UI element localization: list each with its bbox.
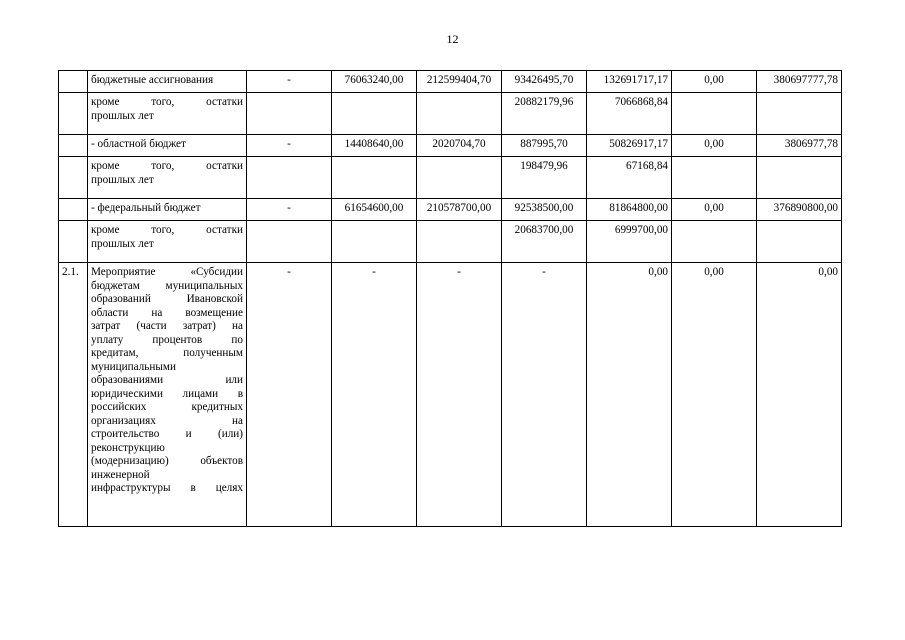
table-row xyxy=(59,93,842,135)
description-cell xyxy=(88,71,247,93)
description-line: инженерной xyxy=(91,468,150,481)
value-cell-c5: 6999700,00 xyxy=(587,221,672,263)
value-cell-c7 xyxy=(757,93,842,135)
description-line: кроме того, остатки xyxy=(91,96,243,108)
value-cell-c2: 61654600,00 xyxy=(332,199,417,221)
value-cell-c5: 0,00 xyxy=(587,263,672,527)
table-row xyxy=(59,221,842,263)
description-line: образованиями или xyxy=(91,374,243,386)
value-cell-c7: 3806977,78 xyxy=(757,135,842,157)
value-cell-c1 xyxy=(247,93,332,135)
description-line: российских кредитных xyxy=(91,401,243,413)
value-cell-c6: 0,00 xyxy=(672,71,757,93)
description-line: муниципальными xyxy=(91,360,176,373)
description-line: прошлых лет xyxy=(91,109,154,122)
value-cell-c6 xyxy=(672,93,757,135)
value-cell-c2: - xyxy=(332,263,417,527)
value-cell-c7: 0,00 xyxy=(757,263,842,527)
value-cell-c2 xyxy=(332,157,417,199)
description-line: образований Ивановской xyxy=(91,293,243,305)
description-cell xyxy=(88,135,247,157)
description-line: (модернизацию) объектов xyxy=(91,455,243,467)
value-cell-c7: 380697777,78 xyxy=(757,71,842,93)
value-cell-c4: 20882179,96 xyxy=(502,93,587,135)
value-cell-c4: - xyxy=(502,263,587,527)
row-number-cell: 2.1. xyxy=(59,263,88,527)
value-cell-c4: 887995,70 xyxy=(502,135,587,157)
description-cell xyxy=(88,93,247,135)
description-line: уплату процентов по xyxy=(91,333,243,346)
row-number-cell xyxy=(59,135,88,157)
description-cell xyxy=(88,263,247,527)
value-cell-c3 xyxy=(417,93,502,135)
description-line: реконструкцию xyxy=(91,441,165,454)
description-line: строительство и (или) xyxy=(91,428,243,440)
value-cell-c1: - xyxy=(247,199,332,221)
description-line: прошлых лет xyxy=(91,237,154,250)
table-row xyxy=(59,157,842,199)
value-cell-c6 xyxy=(672,157,757,199)
value-cell-c3: 2020704,70 xyxy=(417,135,502,157)
value-cell-c6: 0,00 xyxy=(672,135,757,157)
description-line: затрат (части затрат) на xyxy=(91,320,243,332)
value-cell-c6: 0,00 xyxy=(672,263,757,527)
value-cell-c1 xyxy=(247,221,332,263)
value-cell-c5: 132691717,17 xyxy=(587,71,672,93)
description-line: Мероприятие «Субсидии xyxy=(91,266,243,278)
table-row xyxy=(59,263,842,527)
description-line: - областной бюджет xyxy=(91,138,186,150)
page-number: 12 xyxy=(446,32,459,46)
value-cell-c7: 376890800,00 xyxy=(757,199,842,221)
value-cell-c6: 0,00 xyxy=(672,199,757,221)
row-number-cell xyxy=(59,93,88,135)
description-line: кредитам, полученным xyxy=(91,347,243,359)
table-row xyxy=(59,199,842,221)
description-line: бюджетам муниципальных xyxy=(91,279,243,292)
budget-table xyxy=(58,70,842,527)
description-line: кроме того, остатки xyxy=(91,224,243,236)
description-cell xyxy=(88,221,247,263)
value-cell-c1: - xyxy=(247,71,332,93)
row-number-cell xyxy=(59,71,88,93)
value-cell-c1: - xyxy=(247,135,332,157)
description-cell xyxy=(88,157,247,199)
row-number-cell xyxy=(59,199,88,221)
description-line: организациях на xyxy=(91,414,243,427)
table-row xyxy=(59,135,842,157)
table-row xyxy=(59,71,842,93)
value-cell-c3 xyxy=(417,221,502,263)
description-line: кроме того, остатки xyxy=(91,160,243,172)
value-cell-c2 xyxy=(332,93,417,135)
value-cell-c6 xyxy=(672,221,757,263)
description-line: инфраструктуры в целях xyxy=(91,482,243,494)
value-cell-c4: 92538500,00 xyxy=(502,199,587,221)
value-cell-c7 xyxy=(757,221,842,263)
value-cell-c5: 50826917,17 xyxy=(587,135,672,157)
description-line: бюджетные ассигнования xyxy=(91,74,214,86)
value-cell-c3: 210578700,00 xyxy=(417,199,502,221)
value-cell-c4: 20683700,00 xyxy=(502,221,587,263)
description-line: юридическими лицами в xyxy=(91,387,243,400)
value-cell-c3: 212599404,70 xyxy=(417,71,502,93)
value-cell-c2: 14408640,00 xyxy=(332,135,417,157)
row-number-cell xyxy=(59,157,88,199)
value-cell-c1: - xyxy=(247,263,332,527)
value-cell-c4: 198479,96 xyxy=(502,157,587,199)
value-cell-c1 xyxy=(247,157,332,199)
value-cell-c5: 7066868,84 xyxy=(587,93,672,135)
description-cell xyxy=(88,199,247,221)
value-cell-c5: 81864800,00 xyxy=(587,199,672,221)
value-cell-c2 xyxy=(332,221,417,263)
description-line: прошлых лет xyxy=(91,173,154,186)
description-line: области на возмещение xyxy=(91,306,243,319)
table-body xyxy=(59,71,842,527)
value-cell-c4: 93426495,70 xyxy=(502,71,587,93)
row-number-cell xyxy=(59,221,88,263)
value-cell-c5: 67168,84 xyxy=(587,157,672,199)
value-cell-c7 xyxy=(757,157,842,199)
description-line: - федеральный бюджет xyxy=(91,202,201,214)
value-cell-c3: - xyxy=(417,263,502,527)
value-cell-c3 xyxy=(417,157,502,199)
value-cell-c2: 76063240,00 xyxy=(332,71,417,93)
